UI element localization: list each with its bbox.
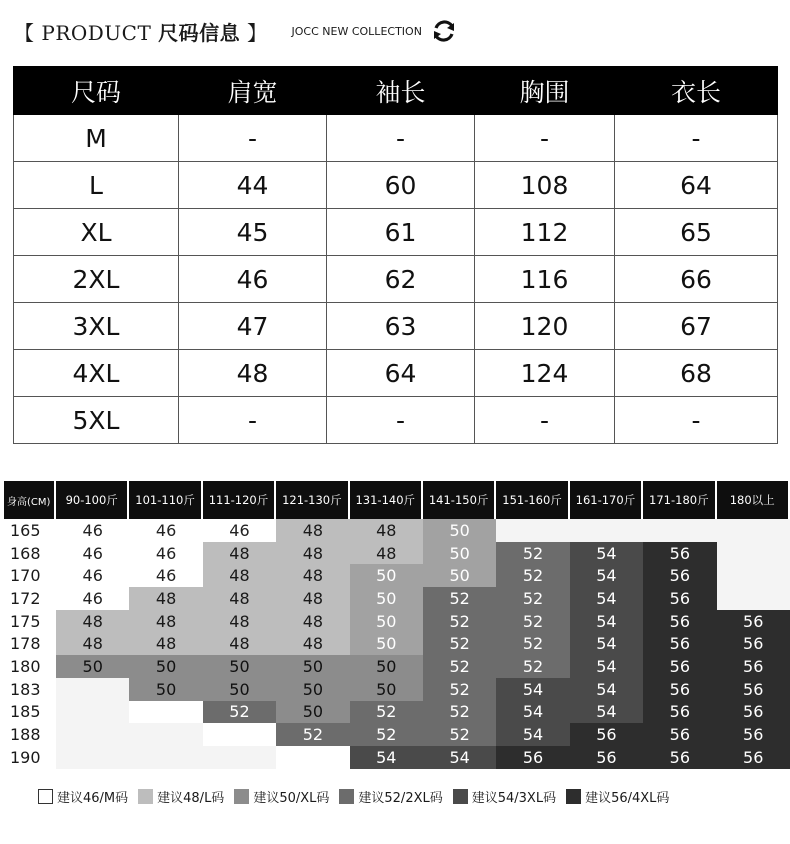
measurement-cell: 62 xyxy=(327,256,475,303)
recommended-size-cell: 52 xyxy=(203,701,276,724)
recommended-size-cell: 46 xyxy=(203,519,276,542)
recommended-size-cell: 52 xyxy=(423,678,496,701)
chart-row xyxy=(4,564,790,587)
recommended-size-cell xyxy=(717,564,790,587)
header-chest: 胸围 xyxy=(475,67,615,115)
recommended-size-cell: 50 xyxy=(350,610,423,633)
chart-body xyxy=(4,519,790,769)
recommended-size-cell: 52 xyxy=(423,632,496,655)
size-table xyxy=(13,66,778,444)
recommended-size-cell: 50 xyxy=(203,655,276,678)
recommended-size-cell: 52 xyxy=(423,655,496,678)
recommended-size-cell: 50 xyxy=(56,655,129,678)
measurement-cell: 44 xyxy=(179,162,327,209)
recommended-size-cell: 48 xyxy=(129,587,202,610)
recommended-size-cell: 50 xyxy=(276,701,349,724)
recommended-size-cell: 54 xyxy=(570,632,643,655)
chart-row xyxy=(4,723,790,746)
legend-label: 建议56/4XL码 xyxy=(585,791,670,806)
recommended-size-cell: 50 xyxy=(276,655,349,678)
legend-swatch xyxy=(38,789,53,804)
recommended-size-cell: 54 xyxy=(570,610,643,633)
recommended-size-cell: 56 xyxy=(643,587,716,610)
recommended-size-cell xyxy=(203,746,276,769)
chart-row xyxy=(4,610,790,633)
weight-range-header: 131-140斤 xyxy=(350,481,423,519)
height-label: 183 xyxy=(4,678,56,701)
recommended-size-cell: 50 xyxy=(350,587,423,610)
legend-label: 建议50/XL码 xyxy=(253,791,330,806)
legend-label: 建议48/L码 xyxy=(157,791,225,806)
measurement-cell: 61 xyxy=(327,209,475,256)
height-label: 178 xyxy=(4,632,56,655)
recommended-size-cell: 52 xyxy=(496,564,569,587)
recommended-size-cell: 48 xyxy=(129,632,202,655)
size-label-cell: XL xyxy=(14,209,179,256)
recommended-size-cell: 48 xyxy=(203,542,276,565)
size-label-cell: M xyxy=(14,115,179,162)
recommended-size-cell: 46 xyxy=(129,564,202,587)
recommended-size-cell: 56 xyxy=(570,746,643,769)
measurement-cell: - xyxy=(179,397,327,444)
chart-row xyxy=(4,746,790,769)
size-label-cell: 3XL xyxy=(14,303,179,350)
recommended-size-cell: 46 xyxy=(129,519,202,542)
recommended-size-cell xyxy=(717,587,790,610)
header-size: 尺码 xyxy=(14,67,179,115)
recommended-size-cell: 54 xyxy=(570,678,643,701)
height-label: 180 xyxy=(4,655,56,678)
recommended-size-cell: 56 xyxy=(643,632,716,655)
recommended-size-cell xyxy=(56,723,129,746)
measurement-cell: 124 xyxy=(475,350,615,397)
weight-range-header: 151-160斤 xyxy=(496,481,569,519)
chart-header-row xyxy=(4,481,790,519)
recommended-size-cell: 56 xyxy=(643,655,716,678)
measurement-cell: 63 xyxy=(327,303,475,350)
recommended-size-cell: 52 xyxy=(423,701,496,724)
height-label: 172 xyxy=(4,587,56,610)
measurement-cell: 48 xyxy=(179,350,327,397)
chart-legend xyxy=(38,787,669,806)
size-label-cell: 2XL xyxy=(14,256,179,303)
recommended-size-cell xyxy=(643,519,716,542)
measurement-cell: 120 xyxy=(475,303,615,350)
table-row xyxy=(14,115,778,162)
recommended-size-cell xyxy=(56,701,129,724)
recommended-size-cell: 56 xyxy=(717,678,790,701)
recommended-size-cell xyxy=(496,519,569,542)
weight-range-header: 90-100斤 xyxy=(56,481,129,519)
recommended-size-cell: 46 xyxy=(56,564,129,587)
measurement-cell: 64 xyxy=(327,350,475,397)
recommended-size-cell: 56 xyxy=(643,610,716,633)
measurement-cell: 64 xyxy=(615,162,778,209)
recommended-size-cell: 48 xyxy=(203,587,276,610)
recommended-size-cell: 56 xyxy=(717,610,790,633)
table-row xyxy=(14,162,778,209)
recommended-size-cell: 52 xyxy=(423,723,496,746)
recommended-size-cell: 56 xyxy=(496,746,569,769)
measurement-cell: - xyxy=(327,397,475,444)
legend-label: 建议46/M码 xyxy=(57,791,129,806)
recommended-size-cell: 48 xyxy=(276,542,349,565)
header-shoulder: 肩宽 xyxy=(179,67,327,115)
recommended-size-cell: 48 xyxy=(276,587,349,610)
recommended-size-cell: 46 xyxy=(56,542,129,565)
recommended-size-cell: 54 xyxy=(496,723,569,746)
chart-row xyxy=(4,678,790,701)
legend-item xyxy=(566,787,669,806)
recommended-size-cell: 52 xyxy=(276,723,349,746)
recommended-size-cell: 56 xyxy=(717,655,790,678)
recommended-size-cell: 56 xyxy=(643,701,716,724)
recommended-size-cell: 56 xyxy=(643,542,716,565)
recommended-size-cell: 46 xyxy=(56,519,129,542)
weight-range-header: 161-170斤 xyxy=(570,481,643,519)
recommended-size-cell: 52 xyxy=(423,587,496,610)
recommended-size-cell: 50 xyxy=(423,519,496,542)
measurement-cell: - xyxy=(475,115,615,162)
height-label: 170 xyxy=(4,564,56,587)
height-label: 168 xyxy=(4,542,56,565)
table-row xyxy=(14,209,778,256)
recommended-size-cell xyxy=(56,746,129,769)
recommended-size-cell: 48 xyxy=(129,610,202,633)
legend-swatch xyxy=(566,789,581,804)
refresh-arrows-icon xyxy=(430,17,458,45)
recommended-size-cell: 46 xyxy=(129,542,202,565)
height-label: 165 xyxy=(4,519,56,542)
recommended-size-cell: 50 xyxy=(423,542,496,565)
height-label: 175 xyxy=(4,610,56,633)
recommended-size-cell: 52 xyxy=(350,701,423,724)
title-bracket-open: 【 xyxy=(14,20,35,45)
recommended-size-cell: 48 xyxy=(350,519,423,542)
table-row xyxy=(14,397,778,444)
measurement-cell: - xyxy=(475,397,615,444)
recommended-size-cell xyxy=(717,519,790,542)
recommended-size-cell xyxy=(203,723,276,746)
measurement-cell: 112 xyxy=(475,209,615,256)
recommended-size-cell: 52 xyxy=(496,542,569,565)
recommended-size-cell: 54 xyxy=(570,564,643,587)
recommended-size-cell xyxy=(276,746,349,769)
recommended-size-cell: 56 xyxy=(717,723,790,746)
recommended-size-cell: 56 xyxy=(643,723,716,746)
measurement-cell: - xyxy=(179,115,327,162)
height-label: 190 xyxy=(4,746,56,769)
weight-range-header: 111-120斤 xyxy=(203,481,276,519)
weight-range-header: 171-180斤 xyxy=(643,481,716,519)
legend-item xyxy=(138,787,224,806)
measurement-cell: 47 xyxy=(179,303,327,350)
recommended-size-cell: 50 xyxy=(129,678,202,701)
size-table-header-row xyxy=(14,67,778,115)
header-length: 衣长 xyxy=(615,67,778,115)
recommended-size-cell: 50 xyxy=(276,678,349,701)
chart-row xyxy=(4,542,790,565)
measurement-cell: - xyxy=(327,115,475,162)
recommended-size-cell: 50 xyxy=(350,655,423,678)
recommended-size-cell: 48 xyxy=(203,564,276,587)
legend-item xyxy=(453,787,556,806)
recommended-size-cell: 48 xyxy=(56,610,129,633)
collection-subtitle: JOCC NEW COLLECTION xyxy=(291,24,422,38)
recommended-size-cell: 50 xyxy=(350,632,423,655)
recommended-size-cell xyxy=(717,542,790,565)
recommended-size-cell: 56 xyxy=(643,678,716,701)
recommended-size-cell: 50 xyxy=(350,678,423,701)
chart-row xyxy=(4,655,790,678)
height-column-header: 身高(CM) xyxy=(4,481,56,519)
legend-swatch xyxy=(138,789,153,804)
legend-item xyxy=(38,787,128,806)
recommended-size-cell: 48 xyxy=(203,632,276,655)
recommended-size-cell xyxy=(129,701,202,724)
recommended-size-cell xyxy=(570,519,643,542)
recommended-size-cell: 54 xyxy=(496,701,569,724)
recommended-size-cell: 52 xyxy=(496,655,569,678)
height-label: 185 xyxy=(4,701,56,724)
weight-range-header: 180以上 xyxy=(717,481,790,519)
size-label-cell: 5XL xyxy=(14,397,179,444)
recommended-size-cell: 48 xyxy=(350,542,423,565)
recommended-size-cell: 54 xyxy=(570,587,643,610)
page-title xyxy=(14,17,268,46)
recommended-size-cell: 56 xyxy=(570,723,643,746)
recommended-size-cell: 54 xyxy=(570,701,643,724)
recommended-size-cell: 52 xyxy=(496,610,569,633)
weight-range-header: 121-130斤 xyxy=(276,481,349,519)
weight-range-header: 101-110斤 xyxy=(129,481,202,519)
recommended-size-cell: 56 xyxy=(643,564,716,587)
recommended-size-cell: 48 xyxy=(203,610,276,633)
measurement-cell: 65 xyxy=(615,209,778,256)
recommended-size-cell xyxy=(56,678,129,701)
table-row xyxy=(14,350,778,397)
title-product: PRODUCT xyxy=(34,20,159,45)
measurement-cell: 46 xyxy=(179,256,327,303)
recommended-size-cell: 50 xyxy=(203,678,276,701)
recommended-size-cell: 54 xyxy=(496,678,569,701)
chart-row xyxy=(4,701,790,724)
size-label-cell: 4XL xyxy=(14,350,179,397)
recommended-size-cell: 54 xyxy=(570,542,643,565)
recommended-size-cell: 56 xyxy=(717,746,790,769)
size-label-cell: L xyxy=(14,162,179,209)
recommended-size-cell: 48 xyxy=(56,632,129,655)
legend-label: 建议54/3XL码 xyxy=(471,791,557,806)
recommended-size-cell: 48 xyxy=(276,564,349,587)
recommended-size-cell: 56 xyxy=(643,746,716,769)
measurement-cell: 68 xyxy=(615,350,778,397)
recommended-size-cell: 48 xyxy=(276,519,349,542)
recommended-size-cell: 48 xyxy=(276,632,349,655)
header-sleeve: 袖长 xyxy=(327,67,475,115)
legend-swatch xyxy=(453,789,468,804)
recommended-size-cell: 48 xyxy=(276,610,349,633)
chart-row xyxy=(4,632,790,655)
recommended-size-cell: 50 xyxy=(129,655,202,678)
page-header xyxy=(14,14,458,48)
height-label: 188 xyxy=(4,723,56,746)
chart-row xyxy=(4,519,790,542)
recommended-size-cell: 52 xyxy=(496,632,569,655)
recommended-size-cell: 54 xyxy=(570,655,643,678)
measurement-cell: 108 xyxy=(475,162,615,209)
weight-range-header: 141-150斤 xyxy=(423,481,496,519)
measurement-cell: 66 xyxy=(615,256,778,303)
recommended-size-cell: 52 xyxy=(496,587,569,610)
recommended-size-cell: 54 xyxy=(423,746,496,769)
legend-swatch xyxy=(234,789,249,804)
measurement-cell: 116 xyxy=(475,256,615,303)
size-recommendation-chart xyxy=(4,481,790,769)
table-row xyxy=(14,303,778,350)
legend-swatch xyxy=(339,789,354,804)
recommended-size-cell: 50 xyxy=(350,564,423,587)
recommended-size-cell: 46 xyxy=(56,587,129,610)
measurement-cell: 60 xyxy=(327,162,475,209)
title-bracket-close: 】 xyxy=(240,20,268,45)
measurement-cell: - xyxy=(615,115,778,162)
recommended-size-cell xyxy=(129,723,202,746)
measurement-cell: 67 xyxy=(615,303,778,350)
measurement-cell: - xyxy=(615,397,778,444)
recommended-size-cell: 56 xyxy=(717,701,790,724)
recommended-size-cell: 52 xyxy=(423,610,496,633)
recommended-size-cell xyxy=(129,746,202,769)
recommended-size-cell: 50 xyxy=(423,564,496,587)
recommended-size-cell: 56 xyxy=(717,632,790,655)
chart-row xyxy=(4,587,790,610)
title-size-info: 尺码信息 xyxy=(158,20,241,45)
legend-item xyxy=(234,787,329,806)
recommended-size-cell: 52 xyxy=(350,723,423,746)
recommended-size-cell: 54 xyxy=(350,746,423,769)
legend-label: 建议52/2XL码 xyxy=(358,791,443,806)
measurement-cell: 45 xyxy=(179,209,327,256)
legend-item xyxy=(339,787,442,806)
table-row xyxy=(14,256,778,303)
